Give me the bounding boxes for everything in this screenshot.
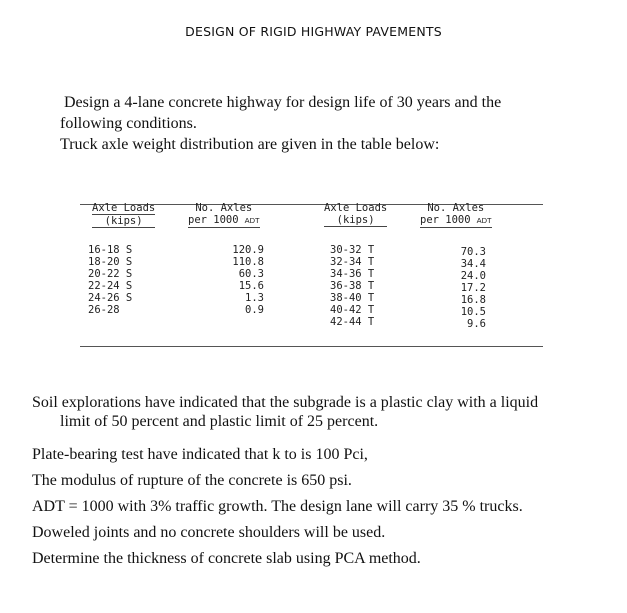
table-bottom-rule: [80, 346, 543, 347]
right-loads-column: [330, 244, 374, 328]
table-cell: 120.9: [232, 244, 264, 256]
plate-bearing-text: Plate-bearing test have indicated that k to is 100 Pci,: [32, 446, 368, 463]
header-no-axles-right: No. Axles per 1000 ADT: [420, 202, 492, 226]
table-cell: 16.8: [460, 294, 486, 306]
table-cell: 0.9: [245, 304, 264, 316]
left-loads-column: [88, 244, 132, 316]
soil-line-2: limit of 50 percent and plastic limit of 25 percent.: [60, 413, 379, 430]
table-cell: 42-44 T: [330, 316, 375, 328]
intro-line-2: following conditions.: [60, 115, 197, 132]
modulus-text: The modulus of rupture of the concrete is 650 psi.: [32, 472, 352, 489]
table-cell: 18-20 S: [88, 256, 133, 268]
table-cell: 36-38 T: [330, 280, 375, 292]
table-cell: 16-18 S: [88, 244, 133, 256]
table-cell: 110.8: [232, 256, 264, 268]
table-cell: 24-26 S: [88, 292, 133, 304]
table-cell: 20-22 S: [88, 268, 133, 280]
table-cell: 26-28: [88, 304, 120, 316]
table-cell: 9.6: [467, 318, 486, 330]
table-cell: 24.0: [460, 270, 486, 282]
soil-line-1: Soil explorations have indicated that the subgrade is a plastic clay with a liquid: [32, 394, 539, 411]
header-axle-loads-right: Axle Loads (kips): [324, 202, 388, 226]
page-title: DESIGN OF RIGID HIGHWAY PAVEMENTS: [185, 24, 442, 39]
table-cell: 60.3: [238, 268, 264, 280]
table-cell: 15.6: [238, 280, 264, 292]
left-axles-column: [216, 244, 264, 316]
problem-intro: [60, 92, 580, 155]
table-cell: 34-36 T: [330, 268, 375, 280]
joints-text: Doweled joints and no concrete shoulders will be used.: [32, 524, 386, 541]
table-cell: 40-42 T: [330, 304, 375, 316]
conditions-list: [32, 393, 592, 568]
adt-text: ADT = 1000 with 3% traffic growth. The design lane will carry 35 % trucks.: [32, 498, 523, 515]
table-cell: 34.4: [460, 258, 486, 270]
table-cell: 22-24 S: [88, 280, 133, 292]
table-cell: 17.2: [460, 282, 486, 294]
intro-line-1: Design a 4-lane concrete highway for design life of 30 years and the: [64, 94, 502, 111]
table-cell: 1.3: [245, 292, 264, 304]
table-cell: 70.3: [460, 246, 486, 258]
table-cell: 38-40 T: [330, 292, 375, 304]
table-cell: 32-34 T: [330, 256, 375, 268]
table-cell: 30-32 T: [330, 244, 375, 256]
header-no-axles-left: No. Axles per 1000 ADT: [188, 202, 260, 226]
intro-line-3: Truck axle weight distribution are given in the table below:: [60, 136, 440, 153]
task-text: Determine the thickness of concrete slab using PCA method.: [32, 550, 421, 567]
right-axles-column: [444, 246, 486, 330]
axle-load-table: [80, 200, 543, 355]
table-cell: 10.5: [460, 306, 486, 318]
header-axle-loads-left: Axle Loads (kips): [92, 202, 156, 227]
